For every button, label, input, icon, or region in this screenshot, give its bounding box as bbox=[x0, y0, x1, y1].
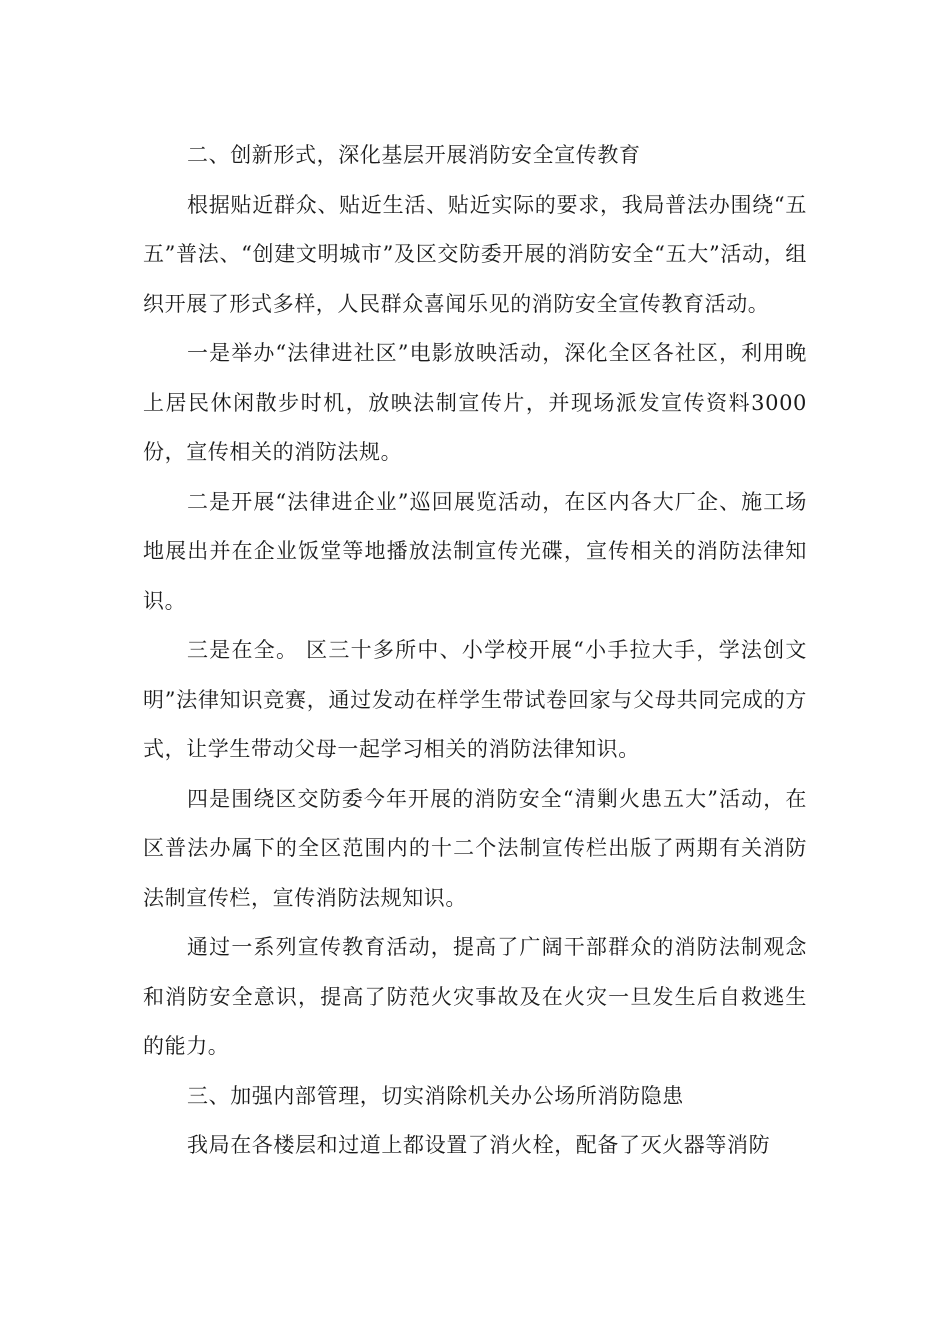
section-heading-2: 二、创新形式，深化基层开展消防安全宣传教育 bbox=[187, 143, 641, 167]
section-heading-3: 三、加强内部管理，切实消除机关办公场所消防隐患 bbox=[187, 1083, 684, 1108]
paragraph-item-3: 三是在全。 区三十多所中、小学校开展“小手拉大手，学法创文明”法律知识竞赛，通过发动在样学生带试卷回家与父母共同完成的方式，让学生带动父母一起学习相关的消防法律知识。 bbox=[143, 638, 807, 761]
paragraph-item-4: 四是围绕区交防委今年开展的消防安全“清剿火患五大”活动，在区普法办属下的全区范围内的十二个法制宣传栏出版了两期有关消防法制宣传栏，宣传消防法规知识。 bbox=[143, 786, 807, 910]
paragraph-intro: 根据贴近群众、贴近生活、贴近实际的要求，我局普法办围绕“五五”普法、“创建文明城市”及区交防委开展的消防安全“五大”活动，组织开展了形式多样，人民群众喜闻乐见的消防安全宣传教育活动。 bbox=[143, 192, 807, 316]
paragraph-item-1: 一是举办“法律进社区”电影放映活动，深化全区各社区，利用晚上居民休闲散步时机，放映法制宣传片，并现场派发宣传资料3000份，宣传相关的消防法规。 bbox=[143, 341, 807, 464]
paragraph-item-2: 二是开展“法律进企业”巡回展览活动，在区内各大厂企、施工场地展出并在企业饭堂等地播放法制宣传光碟，宣传相关的消防法律知识。 bbox=[143, 489, 807, 613]
paragraph-section-3-body: 我局在各楼层和过道上都设置了消火栓，配备了灭火器等消防 bbox=[187, 1133, 771, 1157]
document-page bbox=[143, 131, 807, 1171]
paragraph-summary: 通过一系列宣传教育活动，提高了广阔干部群众的消防法制观念和消防安全意识，提高了防范火灾事故及在火灾一旦发生后自救逃生的能力。 bbox=[143, 935, 807, 1058]
